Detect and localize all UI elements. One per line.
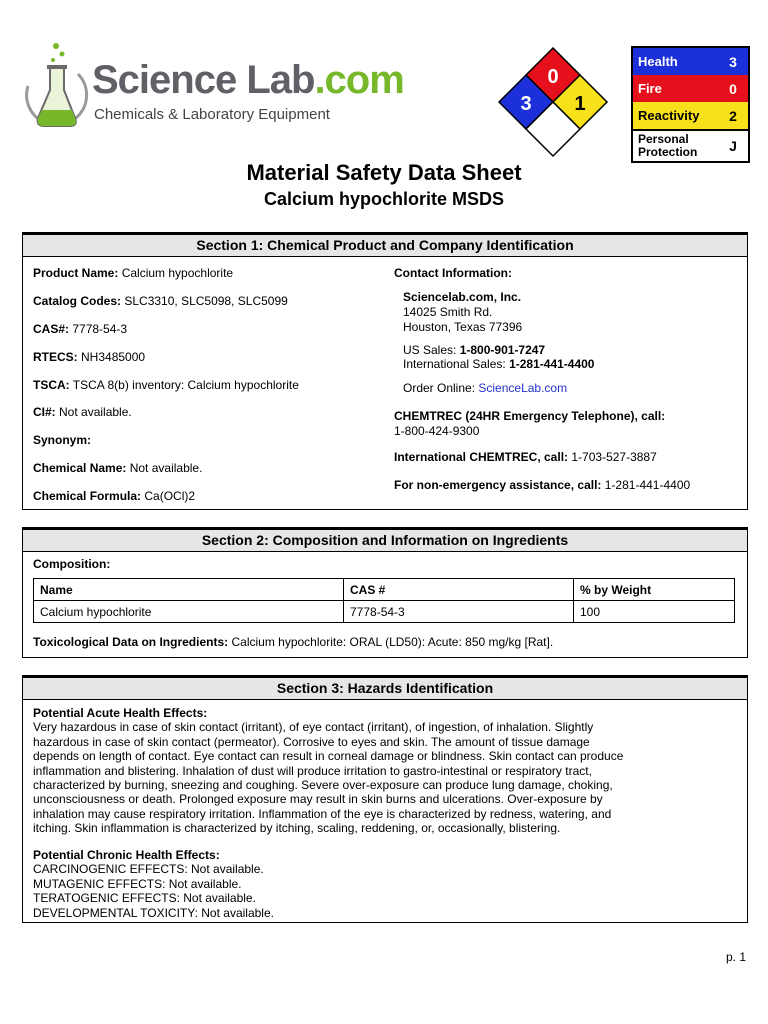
field-value: Not available.: [129, 461, 203, 475]
section-3: [22, 675, 748, 923]
field-label: CAS#:: [33, 322, 70, 336]
address-line-1: 14025 Smith Rd.: [403, 305, 493, 319]
contact-info-label: Contact Information:: [394, 266, 512, 280]
chronic-effects-label: Potential Chronic Health Effects:: [33, 848, 220, 862]
rating-value: J: [729, 138, 737, 154]
cas-field: [33, 322, 127, 336]
field-label: Chemical Formula:: [33, 489, 142, 503]
section-3-heading: Section 3: Hazards Identification: [23, 678, 747, 700]
order-online-link[interactable]: ScienceLab.com: [478, 381, 568, 395]
ci-field: [33, 405, 132, 419]
chronic-effects-paragraph: Potential Chronic Health Effects: CARCINOGENIC EFFECTS: Not available. MUTAGENIC EFFECTS: Not available. TERATOGENIC EFFECTS: Not available. DEVELOPMENTAL TOXICITY: Not available.: [33, 848, 274, 920]
table-cell: 100: [574, 601, 735, 623]
flask-icon: [20, 40, 92, 140]
field-label: Synonym:: [33, 433, 92, 447]
acute-effects-label: Potential Acute Health Effects:: [33, 706, 208, 720]
rating-row-personal-protection: [633, 131, 748, 161]
table-cell: Calcium hypochlorite: [34, 601, 344, 623]
sciencelab-logo: [20, 40, 404, 140]
logo-word-dot: .com: [314, 58, 404, 102]
non-emergency: For non-emergency assistance, call: 1-281-441-4400: [394, 478, 691, 492]
composition-label: Composition:: [33, 557, 111, 571]
field-value: TSCA 8(b) inventory: Calcium hypochlorite: [72, 378, 299, 392]
rating-label: Health: [638, 54, 678, 69]
field-value: 7778-54-3: [72, 322, 128, 336]
rating-label: Personal Protection: [638, 132, 698, 159]
chemtrec-label: CHEMTREC (24HR Emergency Telephone), call:: [394, 409, 666, 423]
rating-value: 3: [729, 53, 737, 70]
column-header: CAS #: [344, 579, 574, 601]
field-label: CI#:: [33, 405, 56, 419]
rating-row-health: [633, 48, 748, 75]
order-online: Order Online: ScienceLab.com: [403, 381, 568, 395]
intl-chemtrec: International CHEMTREC, call: 1-703-527-3887: [394, 450, 657, 464]
field-label: Chemical Name:: [33, 461, 127, 475]
catalog-codes-field: [33, 294, 288, 308]
address-line-2: Houston, Texas 77396: [403, 320, 523, 334]
field-label: Catalog Codes:: [33, 294, 122, 308]
field-value: Calcium hypochlorite: [121, 266, 234, 280]
section-1: [22, 232, 748, 510]
nfpa-reactivity-value: 1: [574, 93, 586, 115]
composition-table: [33, 578, 735, 623]
rating-row-reactivity: [633, 102, 748, 131]
page-number: p. 1: [725, 950, 746, 964]
nfpa-fire-value: 0: [547, 66, 559, 88]
chemtrec-number: 1-800-424-9300: [394, 424, 480, 438]
international-sales: International Sales: 1-281-441-4400: [403, 357, 595, 371]
nfpa-diamond: [497, 46, 609, 158]
rating-value: 0: [729, 80, 737, 97]
nfpa-health-value: 3: [520, 93, 532, 115]
chemical-formula-field: [33, 489, 195, 503]
toxicological-data: Toxicological Data on Ingredients: Calcium hypochlorite: ORAL (LD50): Acute: 850 mg/kg [Rat].: [33, 635, 554, 649]
column-header: Name: [34, 579, 344, 601]
field-label: RTECS:: [33, 350, 78, 364]
company-name: Sciencelab.com, Inc.: [403, 290, 522, 304]
hazard-rating-table: [631, 46, 750, 163]
synonym-field: [33, 433, 91, 447]
acute-effects-paragraph: Potential Acute Health Effects: Very hazardous in case of skin contact (irritant), of eye contact (irritant), of ingestion, of inhalation. Slightly hazardous in case of skin contact (permeator). Corrosive to eyes and skin. The amount of tissue damage depends on length of contact. Eye contact can result in corneal damage or blindness. Skin contact can produce inflammation and blistering. Inhalation of dust will produce irritation to gastro-intestinal or respiratory tract, characterized by burning, sneezing and coughing. Severe over-exposure can produce lung damage, choking, unconsciousness or death. Prolonged exposure may result in skin burns and ulcerations. Over-exposure by inhalation may cause respiratory irritation. Inflammation of the eye is characterized by redness, watering, and itching. Skin inflammation is characterized by itching, scaling, reddening, or, occasionally, blistering.: [33, 706, 624, 836]
table-row: [34, 601, 735, 623]
field-label: Product Name:: [33, 266, 119, 280]
logo-tagline: Chemicals & Laboratory Equipment: [94, 106, 330, 123]
product-name-field: [33, 266, 233, 280]
section-1-heading: Section 1: Chemical Product and Company Identification: [23, 235, 747, 257]
field-value: SLC3310, SLC5098, SLC5099: [124, 294, 288, 308]
page-subtitle: Calcium hypochlorite MSDS: [263, 189, 505, 209]
column-header: % by Weight: [574, 579, 735, 601]
logo-word-main: Science Lab: [92, 58, 315, 102]
field-value: NH3485000: [81, 350, 146, 364]
page-title: Material Safety Data Sheet: [246, 160, 522, 185]
field-value: Ca(OCl)2: [144, 489, 196, 503]
field-label: TSCA:: [33, 378, 70, 392]
logo-wordmark: [92, 58, 404, 103]
table-cell: 7778-54-3: [344, 601, 574, 623]
rating-value: 2: [729, 107, 737, 124]
rating-label: Fire: [638, 81, 662, 96]
section-2-heading: Section 2: Composition and Information on Ingredients: [23, 530, 747, 552]
rating-row-fire: [633, 75, 748, 102]
section-2: [22, 527, 748, 658]
us-sales: US Sales: 1-800-901-7247: [403, 343, 546, 357]
chemical-name-field: [33, 461, 202, 475]
field-value: Not available.: [59, 405, 132, 419]
tsca-field: [33, 378, 299, 392]
table-header-row: [34, 579, 735, 601]
rating-label: Reactivity: [638, 108, 700, 123]
rtecs-field: [33, 350, 145, 364]
